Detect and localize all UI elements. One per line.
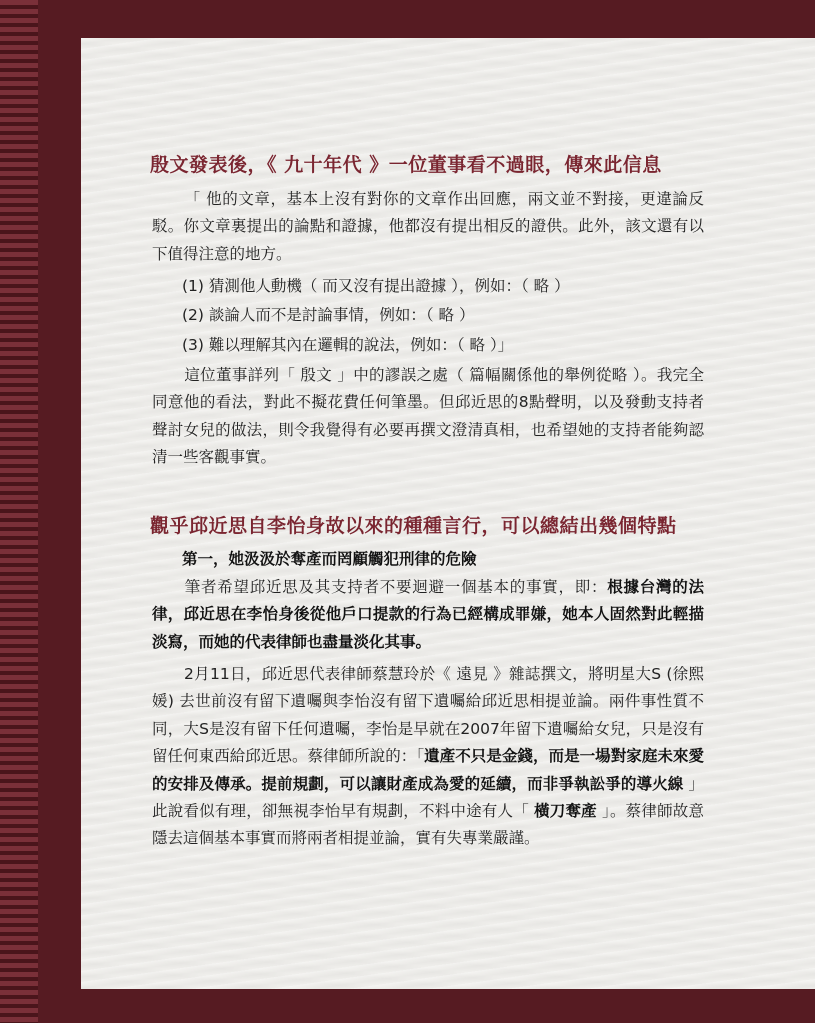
section2-paragraph-1 xyxy=(152,574,704,656)
p2-bold-quote: 遺產不只是金錢，而是一場對家庭未來愛的安排及傳承。提前規劃，可以讓財產成為愛的延續，而非爭執訟爭的導火線 xyxy=(152,747,704,793)
section1-paragraph xyxy=(152,362,704,472)
list-item-3: (3) 難以理解其內在邏輯的說法，例如：（ 略 ）」 xyxy=(182,336,514,354)
p2-text-c: 」。蔡律師故意隱去這個基本事實而將兩者相提並論，實有失專業嚴謹。 xyxy=(152,802,704,848)
section2-paragraph-2 xyxy=(152,661,704,853)
p1-normal-text: 筆者希望邱近思及其支持者不要迴避一個基本的事實，即： xyxy=(184,578,608,596)
section1-quote-intro xyxy=(152,186,704,268)
section1-heading: 殷文發表後，《 九十年代 》一位董事看不過眼，傳來此信息 xyxy=(150,154,662,176)
quote-intro-text: 「 他的文章，基本上沒有對你的文章作出回應，兩文並不對接，更違論反駁。你文章裏提出的論點和證據，他都沒有提出相反的證供。此外，該文還有以下值得注意的地方。 xyxy=(152,190,704,263)
decorative-stripe-bar xyxy=(0,0,38,1023)
section1-paragraph-text: 這位董事詳列「 殷文 」中的謬誤之處（ 篇幅關係他的舉例從略 ）。我完全同意他的看法，對此不擬花費任何筆墨。但邱近思的8點聲明，以及發動支持者聲討女兒的做法，則令我覺得有必要再撰文澄清真相，也希望她的支持者能夠認清一些客觀事實。 xyxy=(152,366,704,467)
section2-heading: 觀乎邱近思自李怡身故以來的種種言行，可以總結出幾個特點 xyxy=(150,515,677,537)
list-item-2: (2) 談論人而不是討論事情，例如：（ 略 ） xyxy=(182,306,475,324)
p2-bold-phrase: 橫刀奪產 xyxy=(534,802,597,821)
list-item-1: (1) 猜測他人動機（ 而又沒有提出證據 ），例如：（ 略 ） xyxy=(182,277,570,295)
p2-text-a: 2月11日，邱近思代表律師蔡慧玲於《 遠見 》雜誌撰文，將明星大S (徐熙媛) 去世前沒有留下遺囑與李怡沒有留下遺囑給邱近思相提並論。兩件事性質不同，大S是沒有留下任何遺囑，李怡是早就在2007年留下遺囑給女兒，只是沒有留任何東西給邱近思。蔡律師所說的：「 xyxy=(152,665,704,766)
p1-bold-text: 根據台灣的法律，邱近思在李怡身後從他戶口提款的行為已經構成罪嫌，她本人固然對此輕描淡寫，而她的代表律師也盡量淡化其事。 xyxy=(152,578,704,651)
section2-subheading: 第一，她汲汲於奪產而罔顧觸犯刑律的危險 xyxy=(182,550,477,568)
p2-text-b: 」此說看似有理，卻無視李怡早有規劃，不料中途有人「 xyxy=(152,774,704,821)
